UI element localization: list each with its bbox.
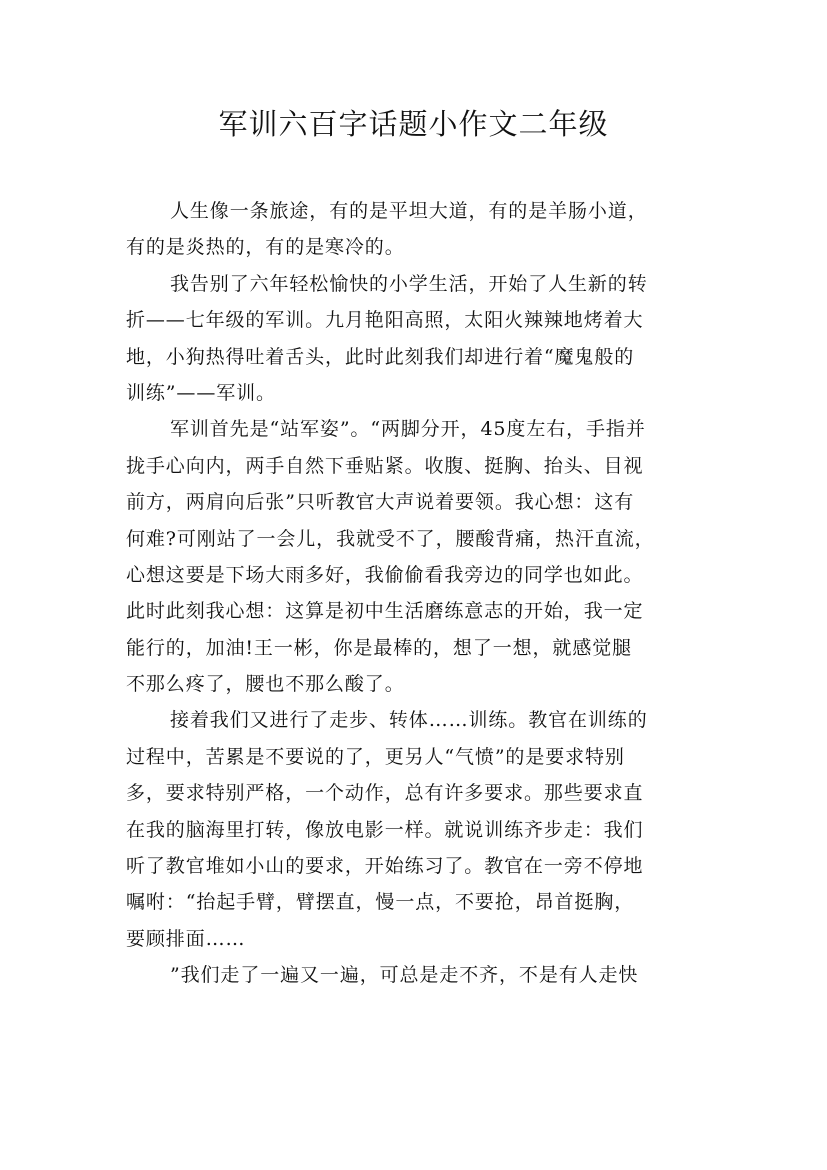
text-line: 接着我们又进行了走步、转体……训练。教官在训练的 xyxy=(170,709,648,732)
text-line: ”我们走了一遍又一遍，可总是走不齐，不是有人走快 xyxy=(170,964,639,987)
text-line: 前方，两肩向后张”只听教官大声说着要领。我心想：这有 xyxy=(126,491,635,514)
text-line: 此时此刻我心想：这算是初中生活磨练意志的开始，我一定 xyxy=(126,600,644,623)
text-line: 训练”——军训。 xyxy=(126,381,276,404)
document-title: 军训六百字话题小作文二年级 xyxy=(218,107,609,141)
text-line: 能行的，加油!王一彬，你是最棒的，想了一想，就感觉腿 xyxy=(126,636,633,659)
text-line: 听了教官堆如小山的要求，开始练习了。教官在一旁不停地 xyxy=(126,855,644,878)
text-line: 地，小狗热得吐着舌头，此时此刻我们却进行着“魔鬼般的 xyxy=(126,345,635,368)
text-line: 多，要求特别严格，一个动作，总有许多要求。那些要求直 xyxy=(126,782,644,805)
text-line: 不那么疼了，腰也不那么酸了。 xyxy=(126,673,405,696)
text-line: 折——七年级的军训。九月艳阳高照，太阳火辣辣地烤着大 xyxy=(126,309,644,332)
text-line: 人生像一条旅途，有的是平坦大道，有的是羊肠小道， xyxy=(170,200,648,222)
text-line: 军训首先是“站军姿”。“两脚分开，45度左右，手指并 xyxy=(170,418,646,441)
document-body xyxy=(126,193,716,994)
text-line: 拢手心向内，两手自然下垂贴紧。收腹、挺胸、抬头、目视 xyxy=(126,454,644,477)
text-line: 何难?可刚站了一会儿，我就受不了，腰酸背痛，热汗直流， xyxy=(126,527,655,550)
text-line: 过程中，苦累是不要说的了，更另人“气愤”的是要求特别 xyxy=(126,745,625,768)
text-line: 心想这要是下场大雨多好，我偷偷看我旁边的同学也如此。 xyxy=(126,563,644,586)
text-line: 有的是炎热的，有的是寒冷的。 xyxy=(126,236,405,259)
text-line: 要顾排面…… xyxy=(126,927,246,950)
text-line: 我告别了六年轻松愉快的小学生活，开始了人生新的转 xyxy=(170,272,648,295)
text-line: 嘱咐：“抬起手臂，臂摆直，慢一点，不要抢，昂首挺胸， xyxy=(126,891,635,914)
text-line: 在我的脑海里打转，像放电影一样。就说训练齐步走：我们 xyxy=(126,818,644,841)
